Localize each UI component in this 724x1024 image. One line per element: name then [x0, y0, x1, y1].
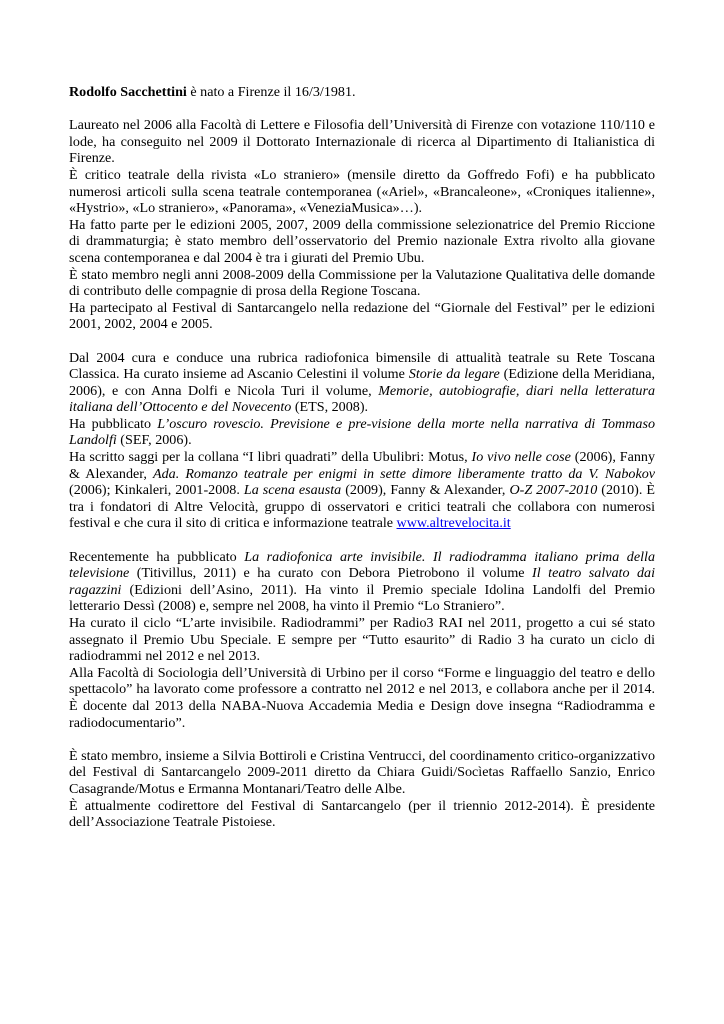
juries-paragraph: Ha fatto parte per le edizioni 2005, 2007, 2009 della commissione selezionatrice del Premio Riccione di drammaturgia; è stato membro dell’osservatorio del Premio nazionale Extra rivolto alla giovane scena contemporanea e dal 2004 è tra i giurati del Premio Ubu.: [69, 216, 655, 266]
text-run: (Edizione della Meridiana, 2006), e con Anna Dolfi e Nicola Turi il volume,: [69, 366, 656, 399]
intro-text: è nato a Firenze il 16/3/1981.: [186, 84, 356, 100]
text-run: Dal 2004 cura e conduce una rubrica radiofonica bimensile di attualità teatrale su Rete Toscana Classica. Ha curato insieme ad Ascanio Celestini il volume: [69, 349, 655, 383]
intro-paragraph: [69, 84, 655, 101]
radio-cycle-paragraph: Ha curato il ciclo “L’arte invisibile. Radiodrammi” per Radio3 RAI nel 2011, progetto a cui sé stato assegnato il Premio Ubu Speciale. E sempre per “Tutto esaurito” di Radio 3 ha curato un ciclo di radiodrammi nel 2012 e nel 2013.: [69, 615, 655, 665]
text-run: (2006), Fanny & Alexander,: [69, 449, 655, 482]
text-run: (ETS, 2008).: [291, 399, 369, 416]
text-run: Ha pubblicato: [69, 415, 158, 432]
text-run: (Edizioni dell’Asino, 2011). Ha vinto il Premio speciale Idolina Landolfi del Premio letterario Dessì (2008) e, sempre nel 2008, ha vinto il Premio “Lo Straniero”.: [69, 581, 655, 615]
text-run: Ha scritto saggi per la collana “I libri quadrati” della Ubulibri: Motus,: [69, 449, 472, 466]
publication-paragraph: [69, 416, 655, 449]
book-title: La radiofonica arte invisibile. Il radiodramma italiano prima della televisione: [69, 548, 655, 582]
radio-paragraph: [69, 350, 655, 416]
book-title: La scena esausta: [243, 482, 342, 499]
text-run: (SEF, 2006).: [116, 432, 192, 449]
book-title: Il teatro salvato dai ragazzini: [69, 565, 656, 598]
coordination-paragraph: È stato membro, insieme a Silvia Bottiroli e Cristina Ventrucci, del coordinamento critico-organizzativo del Festival di Santarcangelo 2009-2011 diretto da Chiara Guidi/Socìetas Raffaello Sanzio, Enrico Casagrande/Motus e Ermanna Montanari/Teatro delle Albe.: [69, 747, 655, 797]
book-title: Storie da legare: [408, 366, 500, 383]
book-title: Ada. Romanzo teatrale per enigmi in sette dimore liberamente tratto da V. Nabokov: [153, 465, 656, 482]
book-title: Memorie, autobiografie, diari nella letteratura italiana dell’Ottocento e del Novecento: [69, 382, 655, 416]
book-title: O-Z 2007-2010: [509, 482, 598, 499]
teaching-paragraph: Alla Facoltà di Sociologia dell’Università di Urbino per il corso “Forme e linguaggio del teatro e dello spettacolo” ha lavorato come professore a contratto nel 2012 e nel 2013, e collabora anche per il 2014. È docente dal 2013 della NABA-Nuova Accademia Media e Design dove insegna “Radiodramma e radiodocumentario”.: [69, 664, 655, 731]
document-page: [69, 84, 655, 831]
book-title: Io vivo nelle cose: [471, 449, 571, 466]
commission-paragraph: È stato membro negli anni 2008-2009 della Commissione per la Valutazione Qualitativa delle domande di contributo delle compagnie di prosa della Regione Toscana.: [69, 266, 655, 300]
text-run: (2009), Fanny & Alexander,: [341, 482, 510, 499]
text-run: (2006); Kinkaleri, 2001-2008.: [69, 482, 244, 499]
text-run: (Titivillus, 2011) e ha curato con Debora Pietrobono il volume: [129, 565, 533, 582]
author-name: Rodolfo Sacchettini: [69, 84, 187, 100]
education-paragraph: Laureato nel 2006 alla Facoltà di Lettere e Filosofia dell’Università di Firenze con votazione 110/110 e lode, ha conseguito nel 2009 il Dottorato Internazionale di ricerca al Dipartimento di Italianistica di Firenze.: [69, 117, 655, 167]
critic-paragraph: È critico teatrale della rivista «Lo straniero» (mensile diretto da Goffredo Fofi) e ha pubblicato numerosi articoli sulla scena teatrale contemporanea («Ariel», «Brancaleone», «Croniques italienne», «Hystrio», «Lo straniero», «Panorama», «VeneziaMusica»…).: [69, 166, 655, 217]
festival-paragraph: Ha partecipato al Festival di Santarcangelo nella redazione del “Giornale del Festival” per le edizioni 2001, 2002, 2004 e 2005.: [69, 299, 655, 333]
current-role-paragraph: È attualmente codirettore del Festival di Santarcangelo (per il triennio 2012-2014). È presidente dell’Associazione Teatrale Pistoiese.: [69, 797, 655, 831]
altrevelocita-link[interactable]: www.altrevelocita.it: [396, 515, 511, 532]
book-title: L’oscuro rovescio. Previsione e pre-visione della morte nella narrativa di Tommaso Landolfi: [69, 415, 655, 449]
essays-paragraph: [69, 449, 655, 532]
text-run: (2010). È tra i fondatori di Altre Velocità, gruppo di osservatori e critici teatrali che collabora con numerosi festival e che cura il sito di critica e informazione teatrale: [69, 482, 655, 532]
recent-publications-paragraph: [69, 549, 655, 615]
text-run: Recentemente ha pubblicato: [69, 548, 245, 565]
